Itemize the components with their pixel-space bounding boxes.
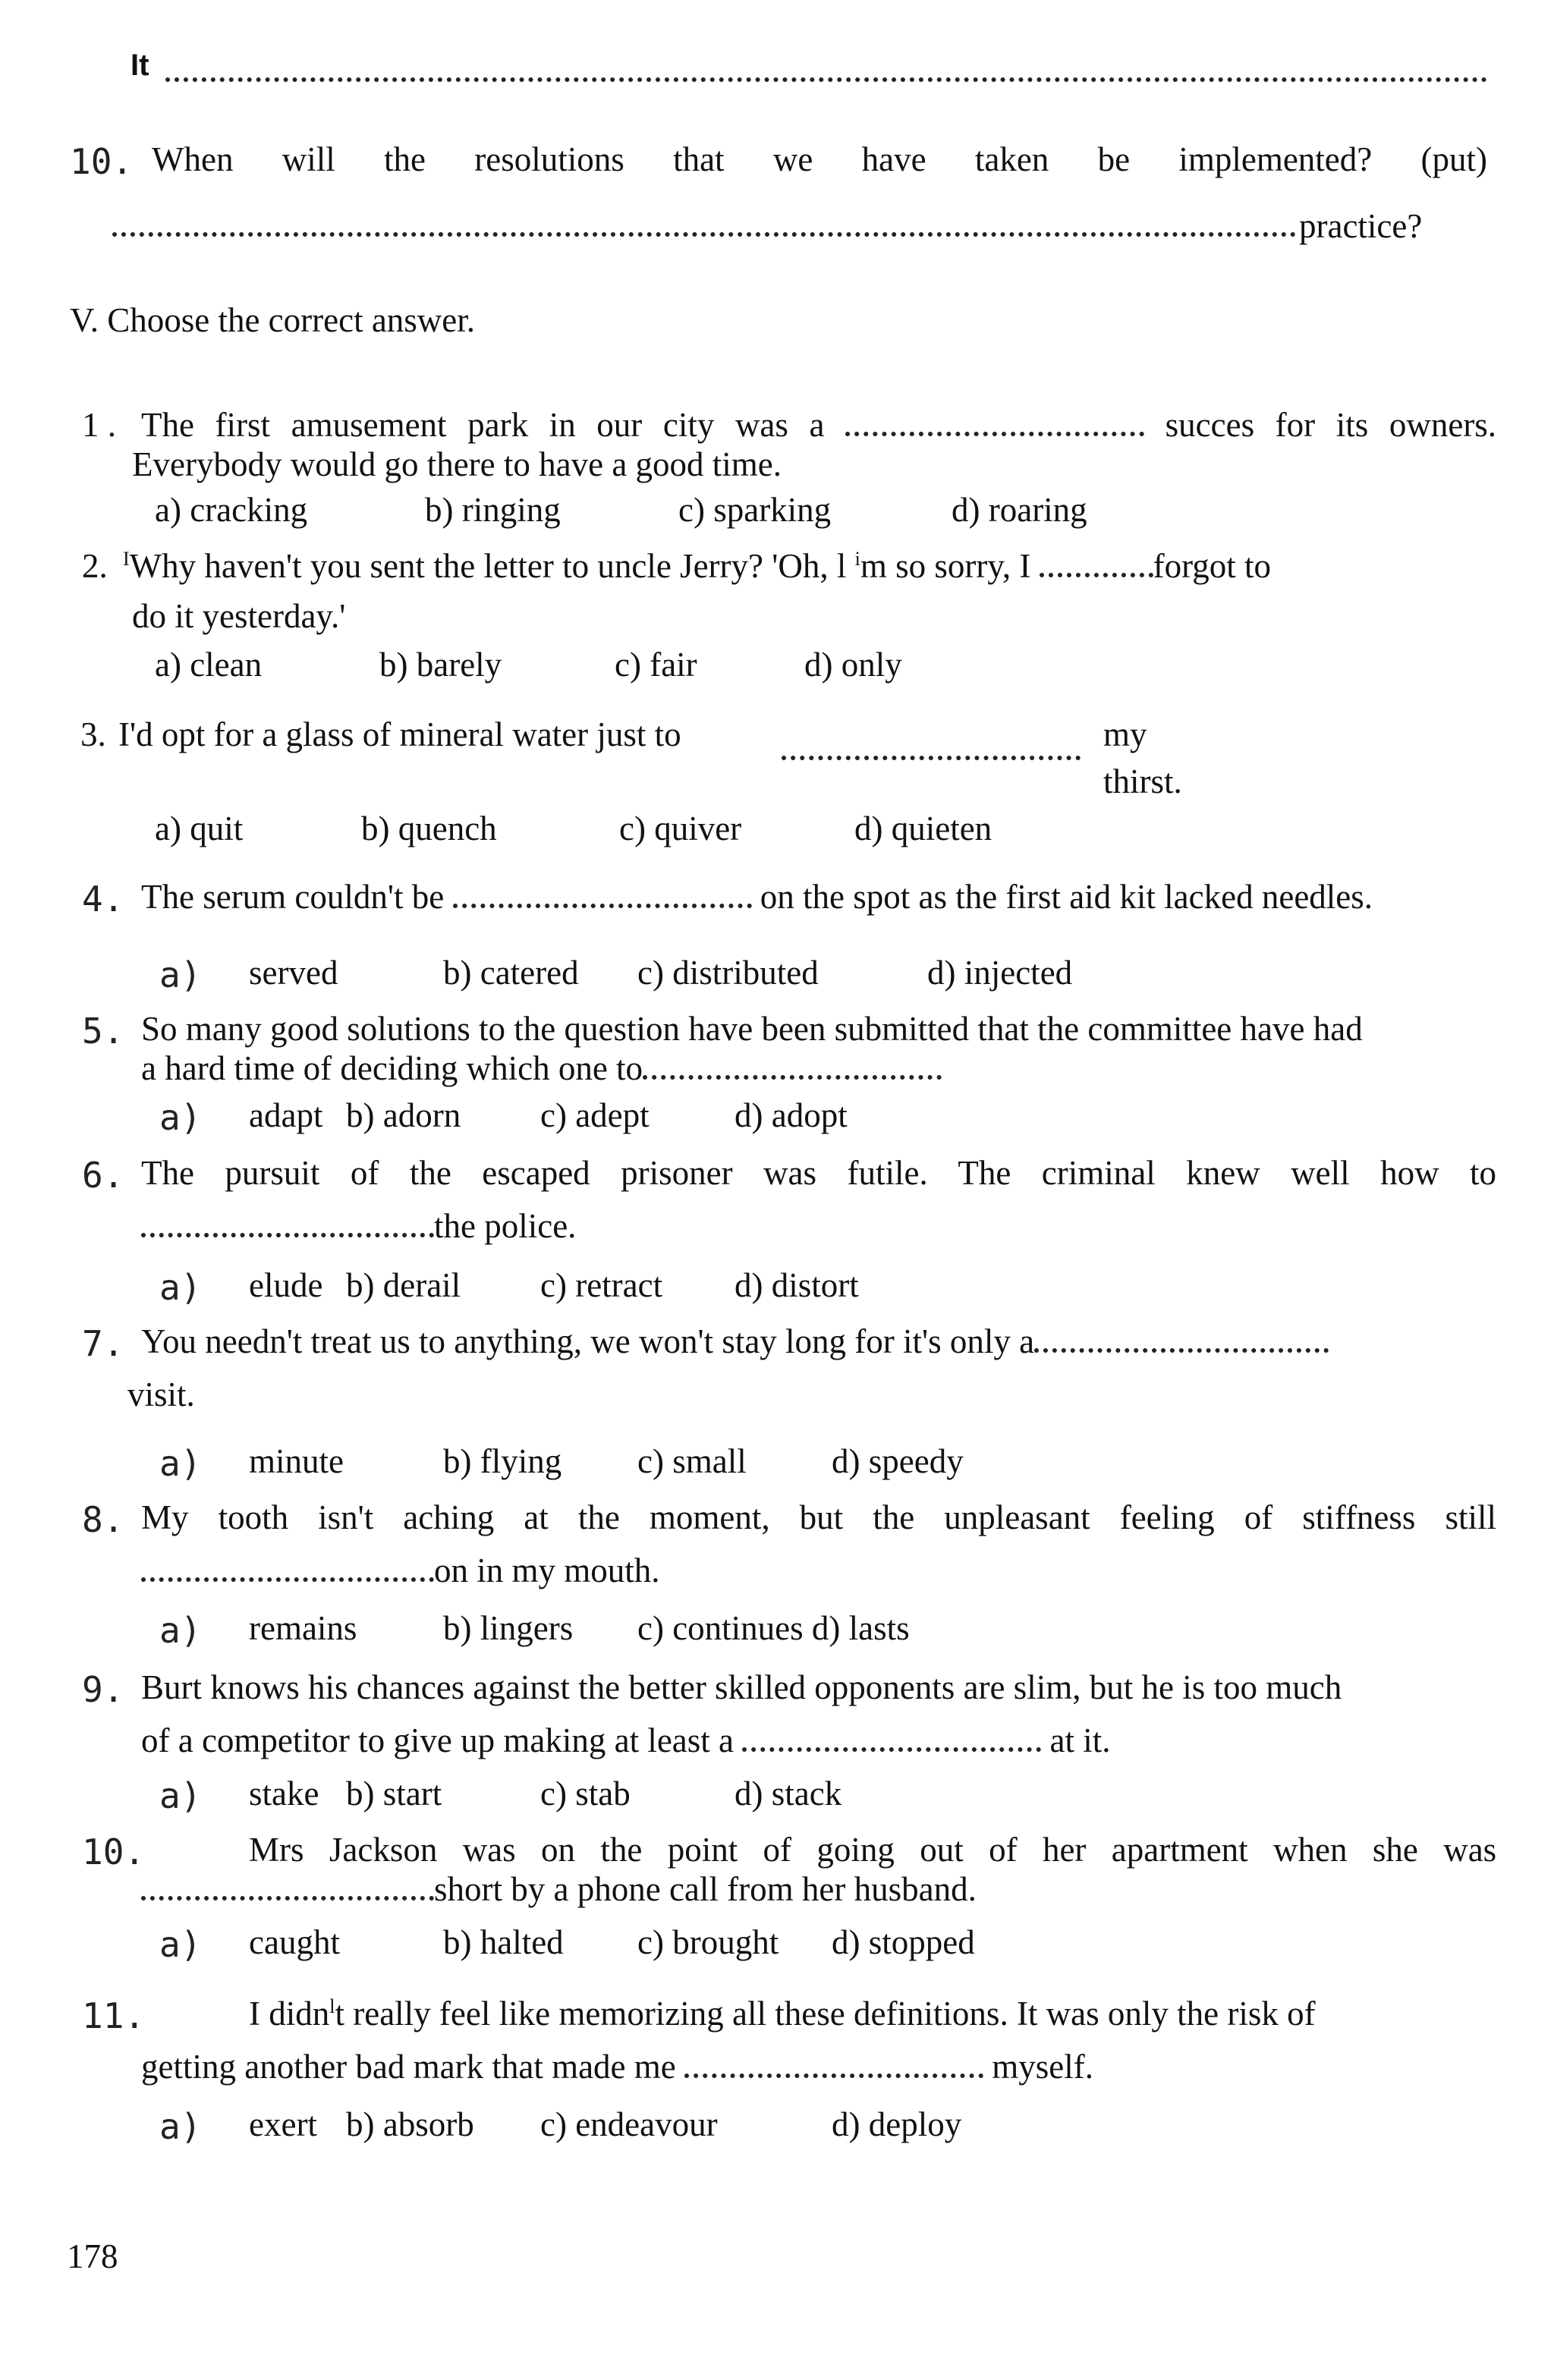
question-number: 9. <box>82 1669 124 1710</box>
question-text: do it yesterday.' <box>132 597 346 635</box>
option-a[interactable]: elude <box>249 1266 323 1304</box>
question-number: 1 . <box>82 406 116 444</box>
question-text: $^I$Why haven't you sent the letter to uncle Jerry? 'Oh, l $^i$m so sorry, I forgot to <box>123 547 1272 585</box>
option-prefix: a) <box>159 1775 202 1816</box>
question-text: a hard time of deciding which one to <box>141 1052 942 1086</box>
question-text: So many good solutions to the question have been submitted that the committee have had <box>141 1010 1363 1048</box>
option-d[interactable]: d) speedy <box>832 1442 964 1480</box>
answer-line <box>112 228 1296 237</box>
option-b[interactable]: b) flying <box>443 1442 562 1480</box>
question-number: 11. <box>82 1995 146 2036</box>
question-text: My tooth isn't aching at the moment, but the unpleasant feeling of stiffness still <box>141 1498 1497 1536</box>
question-text: The first amusement park in our city was a succes for its owners. <box>141 406 1497 444</box>
question-text: The serum couldn't be on the spot as the first aid kit lacked needles. <box>141 878 1373 916</box>
option-d[interactable]: d) adopt <box>735 1096 848 1134</box>
answer-gap <box>643 1071 942 1080</box>
option-a[interactable]: served <box>249 954 338 992</box>
option-c[interactable]: c) small <box>637 1442 747 1480</box>
option-prefix: a) <box>159 954 202 995</box>
option-b[interactable]: b) ringing <box>425 491 561 529</box>
answer-gap <box>1040 568 1153 577</box>
question-text: Everybody would go there to have a good time. <box>132 445 782 483</box>
option-prefix: a) <box>159 1097 202 1138</box>
question-text: thirst. <box>1103 762 1182 800</box>
answer-gap <box>1034 1344 1329 1353</box>
answer-gap <box>141 1573 434 1582</box>
option-prefix: a) <box>159 1610 202 1651</box>
question-number: 10. <box>70 141 134 182</box>
option-b[interactable]: b) derail <box>346 1266 461 1304</box>
question-text: I'd opt for a glass of mineral water just to <box>118 715 681 753</box>
question-text: getting another bad mark that made me myself. <box>141 2048 1093 2086</box>
question-text: The pursuit of the escaped prisoner was futile. The criminal knew well how to <box>141 1154 1497 1192</box>
answer-gap <box>141 1228 434 1237</box>
question-text: on in my mouth. <box>141 1554 660 1588</box>
option-b[interactable]: b) quench <box>361 810 497 847</box>
option-a[interactable]: minute <box>249 1442 344 1480</box>
question-text: the police. <box>141 1209 576 1243</box>
option-b[interactable]: b) catered <box>443 954 579 992</box>
option-a[interactable]: a) clean <box>155 646 263 684</box>
answer-gap <box>782 751 1081 760</box>
option-d[interactable]: d) roaring <box>952 491 1087 529</box>
option-prefix: a) <box>159 1267 202 1308</box>
option-prefix: a) <box>159 1924 202 1965</box>
option-d[interactable]: d) distort <box>735 1266 859 1304</box>
question-text: When will the resolutions that we have taken be implemented? (put) <box>152 140 1488 178</box>
option-c[interactable]: c) endeavour <box>540 2105 718 2143</box>
question-text-end: practice? <box>1299 207 1423 245</box>
option-c[interactable]: c) quiver <box>619 810 742 847</box>
option-prefix: a) <box>159 1443 202 1484</box>
question-text: You needn't treat us to anything, we won't stay long for it's only a <box>141 1325 1329 1359</box>
option-c[interactable]: c) sparking <box>678 491 832 529</box>
fragment-label: It <box>131 49 149 82</box>
option-d[interactable]: d) deploy <box>832 2105 962 2143</box>
question-number: 2. <box>82 547 108 585</box>
answer-gap <box>845 427 1144 436</box>
option-prefix: a) <box>159 2106 202 2147</box>
option-b[interactable]: b) adorn <box>346 1096 461 1134</box>
option-c[interactable]: c) retract <box>540 1266 663 1304</box>
option-b[interactable]: b) barely <box>379 646 502 684</box>
question-text: Mrs Jackson was on the point of going out of her apartment when she was <box>249 1831 1497 1869</box>
option-b[interactable]: b) halted <box>443 1923 564 1961</box>
option-c[interactable]: c) brought <box>637 1923 779 1961</box>
option-d[interactable]: d) stack <box>735 1775 842 1813</box>
answer-gap <box>141 1891 434 1901</box>
question-number: 4. <box>82 879 124 920</box>
question-number: 5. <box>82 1011 124 1052</box>
question-number: 10. <box>82 1831 146 1872</box>
option-a[interactable]: caught <box>249 1923 340 1961</box>
answer-gap <box>453 899 752 908</box>
page-number: 178 <box>67 2237 118 2275</box>
option-b[interactable]: b) lingers <box>443 1609 574 1647</box>
question-number: 8. <box>82 1499 124 1540</box>
option-a[interactable]: remains <box>249 1609 357 1647</box>
question-text: of a competitor to give up making at least a at it. <box>141 1721 1111 1759</box>
answer-gap <box>742 1743 1041 1752</box>
question-text: short by a phone call from her husband. <box>141 1872 977 1907</box>
option-d[interactable]: d) injected <box>927 954 1073 992</box>
question-text: I didn$^l$t really feel like memorizing all these definitions. It was only the risk of <box>249 1995 1316 2033</box>
option-a[interactable]: adapt <box>249 1096 323 1134</box>
question-text: Burt knows his chances against the better skilled opponents are slim, but he is too much <box>141 1668 1342 1706</box>
answer-line <box>165 73 1487 82</box>
option-d[interactable]: d) stopped <box>832 1923 975 1961</box>
section-heading: V. Choose the correct answer. <box>70 301 476 339</box>
question-number: 3. <box>80 715 106 753</box>
question-number: 7. <box>82 1323 124 1364</box>
option-b[interactable]: b) absorb <box>346 2105 474 2143</box>
option-c[interactable]: c) fair <box>615 646 697 684</box>
option-b[interactable]: b) start <box>346 1775 442 1813</box>
option-c[interactable]: c) adept <box>540 1096 650 1134</box>
option-a[interactable]: stake <box>249 1775 319 1813</box>
option-d[interactable]: d) only <box>804 646 902 684</box>
option-c[interactable]: c) distributed <box>637 954 819 992</box>
option-a[interactable]: a) quit <box>155 810 244 847</box>
question-number: 6. <box>82 1155 124 1196</box>
question-text: visit. <box>127 1375 195 1413</box>
option-a[interactable]: a) cracking <box>155 491 308 529</box>
question-text: my <box>1103 715 1147 753</box>
answer-gap <box>684 2069 983 2078</box>
option-a[interactable]: exert <box>249 2105 317 2143</box>
option-c[interactable]: c) stab <box>540 1775 631 1813</box>
option-d[interactable]: d) quieten <box>854 810 992 847</box>
option-c[interactable]: c) continues d) lasts <box>637 1609 910 1647</box>
